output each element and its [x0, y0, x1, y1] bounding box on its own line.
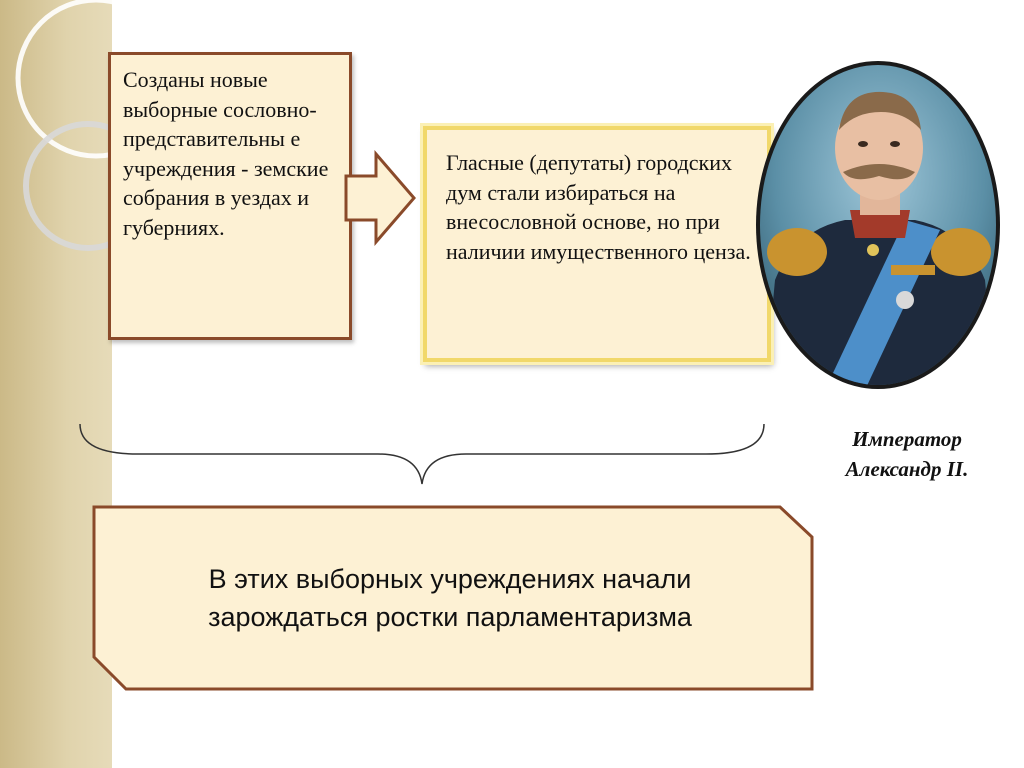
zemstvo-info-box	[108, 52, 352, 340]
emperor-portrait	[755, 60, 1005, 390]
city-duma-info-box	[423, 126, 771, 362]
zemstvo-info-text: Созданы новые выборные сословно-представительны е учреждения - земские собрания в уездах и губерниях.	[123, 67, 329, 240]
portrait-caption-text: Император Александр II.	[845, 427, 969, 481]
city-duma-info-text: Гласные (депутаты) городских дум стали избираться на внесословной основе, но при наличии имущественного ценза.	[446, 150, 751, 264]
conclusion-text: В этих выборных учреждениях начали зарождаться ростки парламентаризма	[208, 564, 692, 632]
right-arrow-icon	[340, 150, 420, 246]
curly-brace-icon	[78, 422, 768, 488]
portrait-caption	[812, 424, 1002, 484]
